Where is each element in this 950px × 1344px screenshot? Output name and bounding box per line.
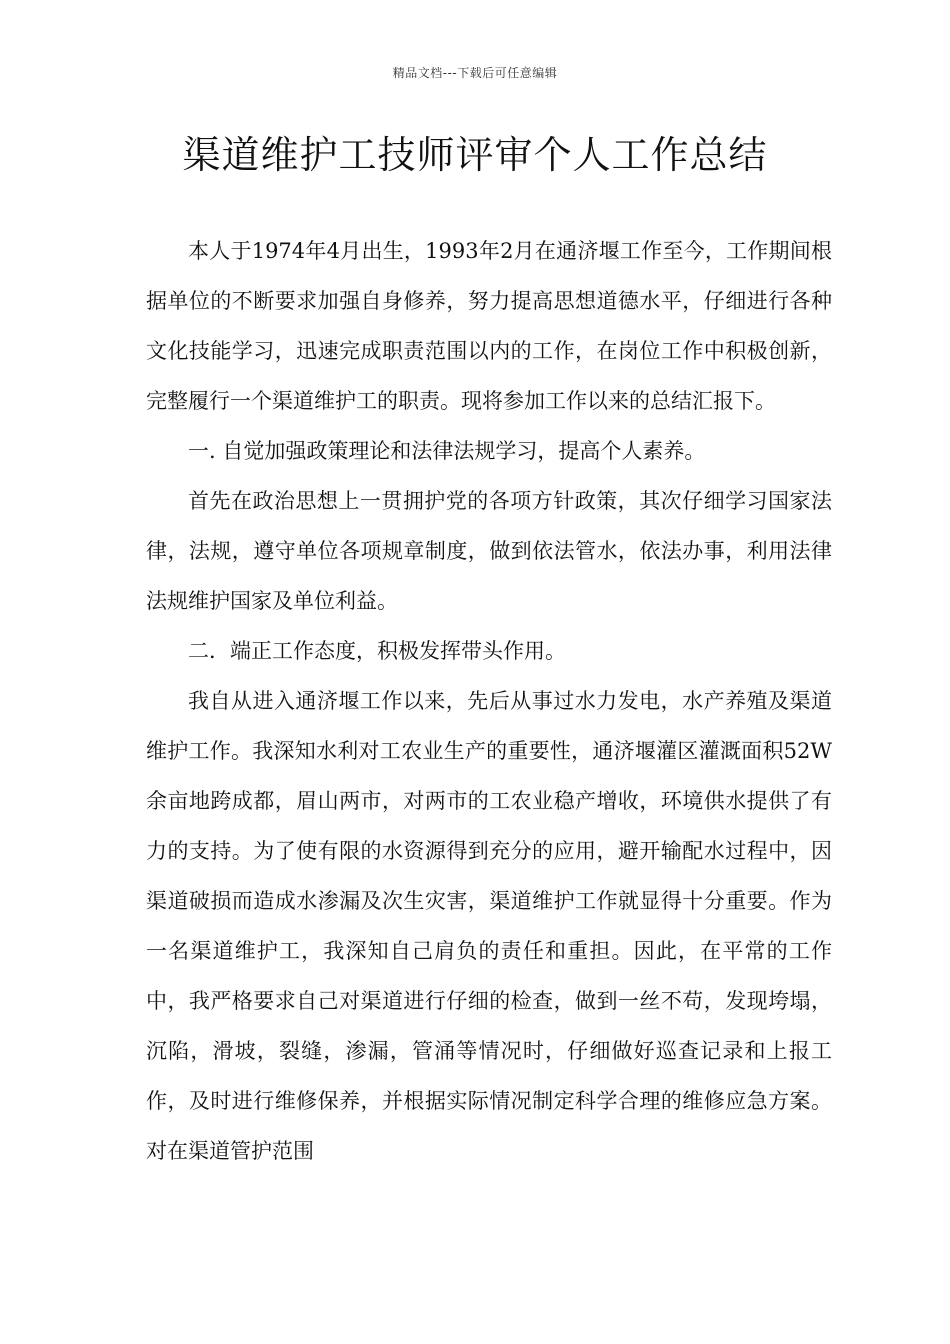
paragraph-intro: 本人于1974年4月出生，1993年2月在通济堰工作至今，工作期间根据单位的不断要求加强自身修养，努力提高思想道德水平，仔细进行各种文化技能学习，迅速完成职责范围以内的工作，在岗位工作中积极创新，完整履行一个渠道维护工的职责。现将参加工作以来的总结汇报下。: [146, 239, 832, 413]
paragraph-section-1: 首先在政治思想上一贯拥护党的各项方针政策，其次仔细学习国家法律，法规，遵守单位各项规章制度，做到依法管水，依法办事，利用法律法规维护国家及单位利益。: [146, 489, 832, 613]
paragraph-section-2: 我自从进入通济堰工作以来，先后从事过水力发电，水产养殖及渠道维护工作。我深知水利对工农业生产的重要性，通济堰灌区灌溉面积52W余亩地跨成都，眉山两市，对两市的工农业稳产增收，环境供水提供了有力的支持。为了使有限的水资源得到充分的应用，避开输配水过程中，因渠道破损而造成水渗漏及次生灾害，渠道维护工作就显得十分重要。作为一名渠道维护工，我深知自己肩负的责任和重担。因此，在平常的工作中，我严格要求自己对渠道进行仔细的检查，做到一丝不苟，发现垮塌，沉陷，滑坡，裂缝，渗漏，管涌等情况时，仔细做好巡查记录和上报工作，及时进行维修保养，并根据实际情况制定科学合理的维修应急方案。对在渠道管护范围: [146, 689, 832, 1163]
section-heading-2: 二．端正工作态度，积极发挥带头作用。: [188, 639, 566, 663]
document-body: [146, 226, 832, 1176]
document-title: 渠道维护工技师评审个人工作总结: [182, 133, 768, 177]
section-heading-1: 一. 自觉加强政策理论和法律法规学习，提高个人素养。: [188, 439, 706, 463]
page-header-note: 精品文档---下载后可任意编辑: [392, 66, 558, 80]
